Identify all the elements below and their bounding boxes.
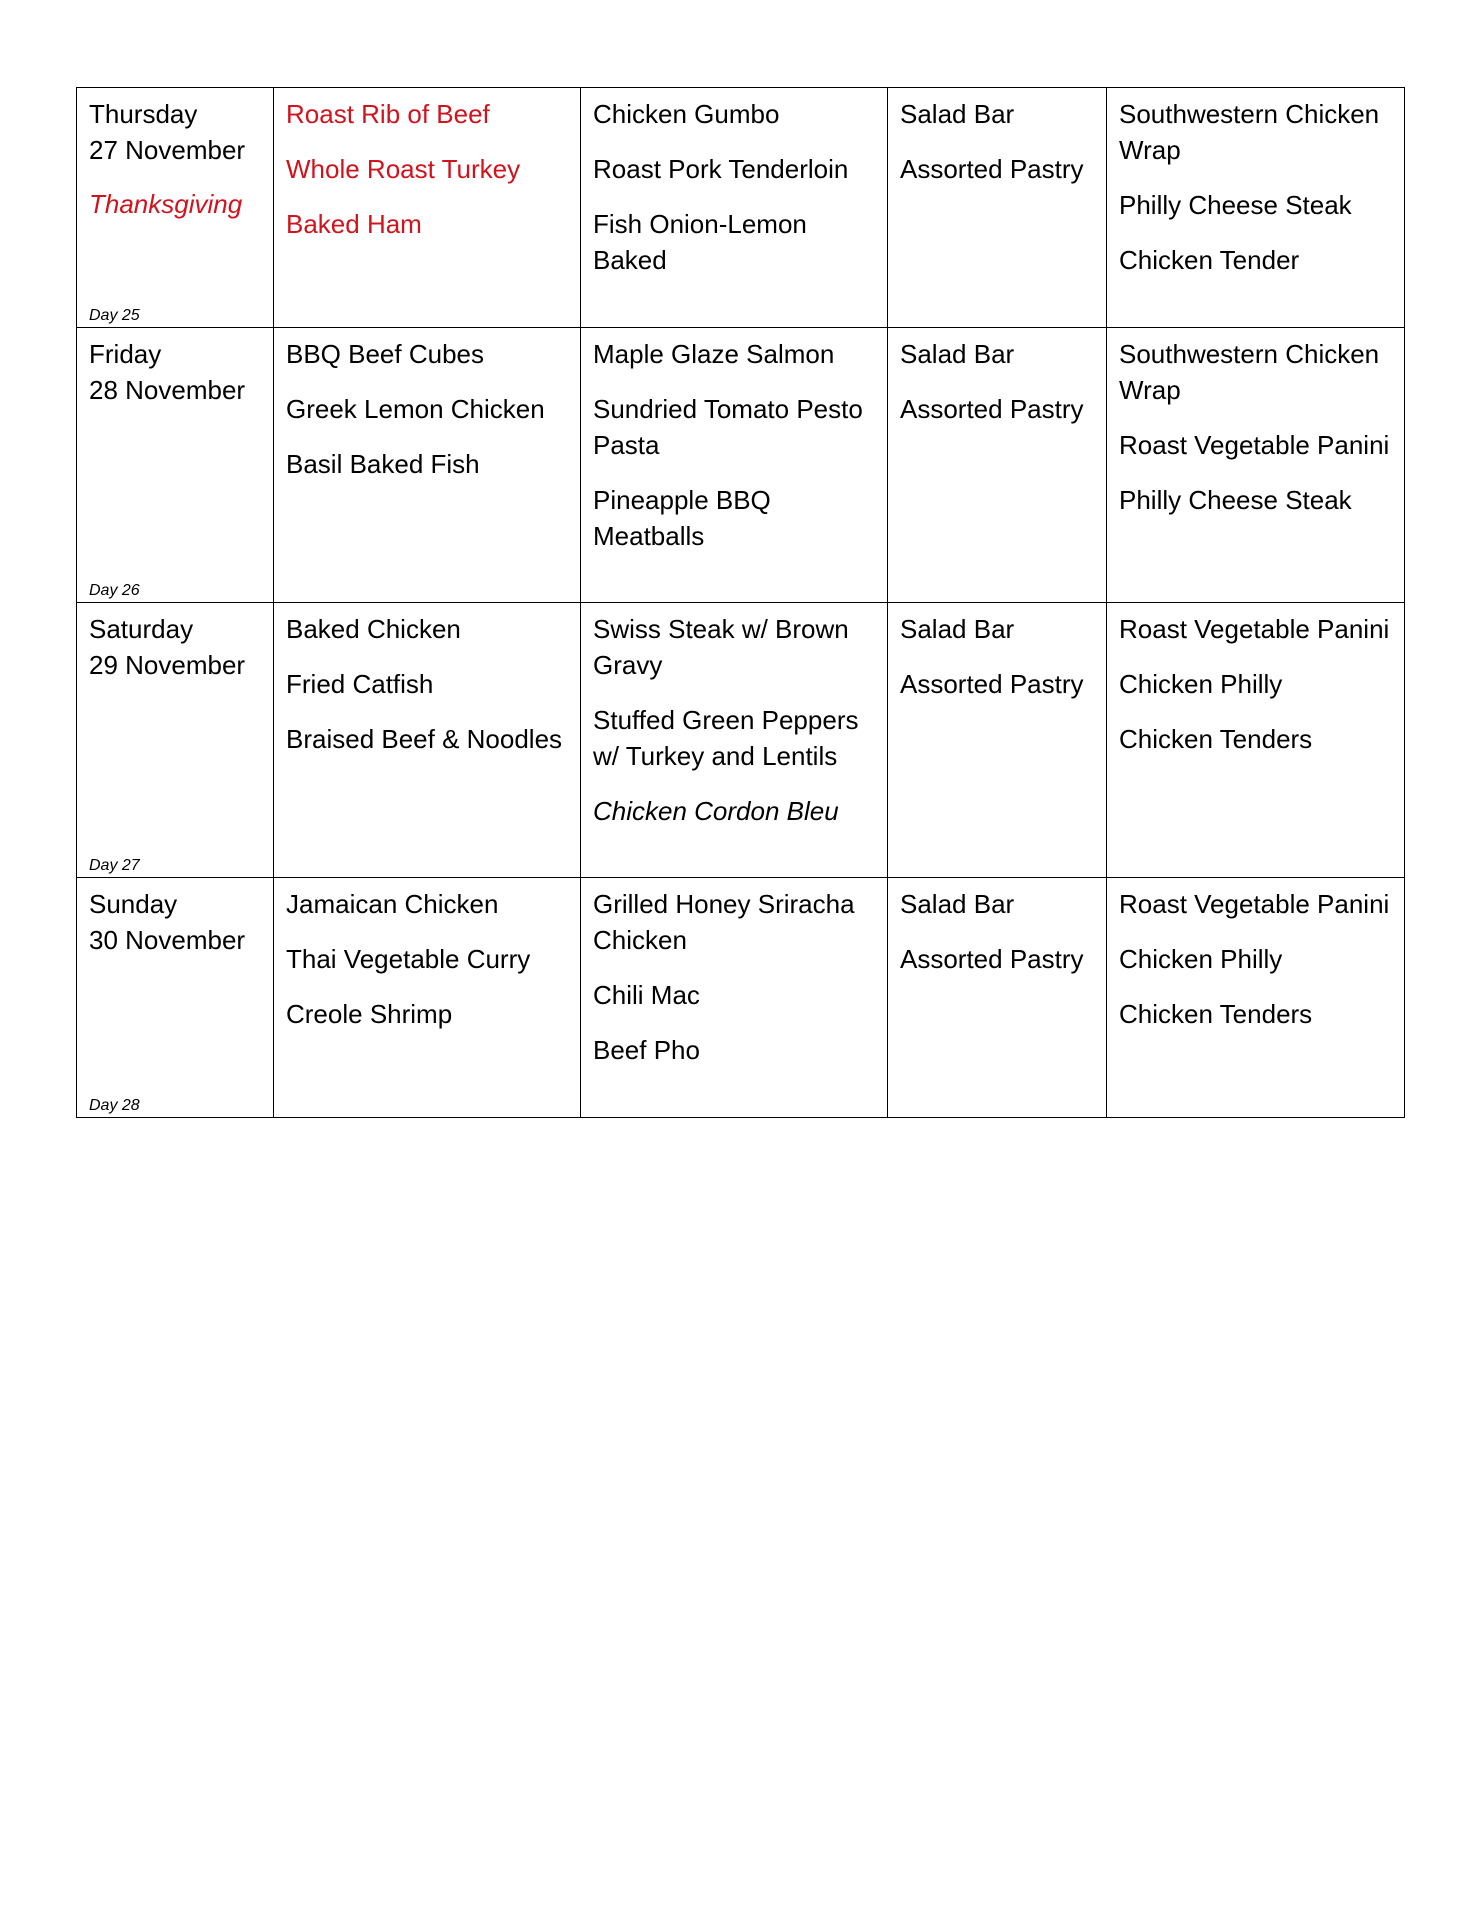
dish-item: Assorted Pastry — [900, 394, 1084, 424]
dish-item: Beef Pho — [593, 1035, 700, 1065]
day-cell — [77, 878, 274, 1118]
dish-item: Salad Bar — [900, 99, 1015, 129]
menu-row-thursday — [77, 88, 1405, 328]
day-name: Saturday — [89, 614, 194, 644]
dish-item: Assorted Pastry — [900, 944, 1084, 974]
dish-item: Pineapple BBQ Meatballs — [593, 485, 771, 551]
grill-cell — [1107, 603, 1405, 878]
dish-item: Roast Vegetable Panini — [1119, 614, 1390, 644]
day-number: Day 27 — [89, 857, 140, 874]
dish-item: Basil Baked Fish — [286, 449, 480, 479]
dish-item: Stuffed Green Peppers w/ Turkey and Lentils — [593, 705, 859, 771]
dish-item: Chicken Tender — [1119, 245, 1300, 275]
menu-row-friday — [77, 328, 1405, 603]
grill-cell — [1107, 878, 1405, 1118]
salad-cell — [888, 603, 1107, 878]
holiday-label: Thanksgiving — [89, 189, 243, 219]
dish-item: Chicken Philly — [1119, 669, 1283, 699]
dish-item: Southwestern Chicken Wrap — [1119, 339, 1380, 405]
dish-item: Fried Catfish — [286, 669, 434, 699]
dish-item: Chicken Tenders — [1119, 724, 1313, 754]
entree-cell — [274, 88, 581, 328]
main-cell — [581, 603, 888, 878]
main-cell — [581, 878, 888, 1118]
menu-row-saturday — [77, 603, 1405, 878]
dish-item: BBQ Beef Cubes — [286, 339, 484, 369]
menu-row-sunday — [77, 878, 1405, 1118]
dish-item: Assorted Pastry — [900, 154, 1084, 184]
grill-cell — [1107, 88, 1405, 328]
menu-table — [76, 87, 1405, 1118]
dish-item: Assorted Pastry — [900, 669, 1084, 699]
day-name: Friday — [89, 339, 162, 369]
main-cell — [581, 88, 888, 328]
dish-item: Philly Cheese Steak — [1119, 485, 1352, 515]
entree-cell — [274, 878, 581, 1118]
day-cell — [77, 328, 274, 603]
day-date: 29 November — [89, 650, 246, 680]
dish-item: Chicken Gumbo — [593, 99, 780, 129]
dish-item: Grilled Honey Sriracha Chicken — [593, 889, 855, 955]
main-cell — [581, 328, 888, 603]
day-number: Day 28 — [89, 1097, 140, 1114]
dish-item: Fish Onion-Lemon Baked — [593, 209, 807, 275]
dish-item: Thai Vegetable Curry — [286, 944, 531, 974]
day-number: Day 26 — [89, 582, 140, 599]
dish-item: Chicken Philly — [1119, 944, 1283, 974]
dish-item: Braised Beef & Noodles — [286, 724, 563, 754]
dish-item: Jamaican Chicken — [286, 889, 499, 919]
salad-cell — [888, 878, 1107, 1118]
day-number: Day 25 — [89, 307, 140, 324]
dish-item: Sundried Tomato Pesto Pasta — [593, 394, 863, 460]
day-name: Sunday — [89, 889, 178, 919]
day-name: Thursday — [89, 99, 198, 129]
dish-item: Chili Mac — [593, 980, 700, 1010]
grill-cell — [1107, 328, 1405, 603]
dish-item: Roast Vegetable Panini — [1119, 430, 1390, 460]
dish-item: Chicken Tenders — [1119, 999, 1313, 1029]
dish-item: Creole Shrimp — [286, 999, 453, 1029]
dish-item: Salad Bar — [900, 889, 1015, 919]
salad-cell — [888, 88, 1107, 328]
dish-item: Philly Cheese Steak — [1119, 190, 1352, 220]
dish-item: Roast Pork Tenderloin — [593, 154, 849, 184]
dish-item: Roast Vegetable Panini — [1119, 889, 1390, 919]
dish-item: Whole Roast Turkey — [286, 154, 521, 184]
day-cell — [77, 88, 274, 328]
entree-cell — [274, 603, 581, 878]
dish-item: Chicken Cordon Bleu — [593, 796, 839, 826]
dish-item: Salad Bar — [900, 614, 1015, 644]
dish-item: Baked Ham — [286, 209, 422, 239]
dish-item: Southwestern Chicken Wrap — [1119, 99, 1380, 165]
entree-cell — [274, 328, 581, 603]
dish-item: Swiss Steak w/ Brown Gravy — [593, 614, 849, 680]
salad-cell — [888, 328, 1107, 603]
day-date: 30 November — [89, 925, 246, 955]
dish-item: Baked Chicken — [286, 614, 461, 644]
dish-item: Maple Glaze Salmon — [593, 339, 835, 369]
dish-item: Salad Bar — [900, 339, 1015, 369]
dish-item: Greek Lemon Chicken — [286, 394, 545, 424]
day-date: 28 November — [89, 375, 246, 405]
day-date: 27 November — [89, 135, 246, 165]
day-cell — [77, 603, 274, 878]
dish-item: Roast Rib of Beef — [286, 99, 490, 129]
